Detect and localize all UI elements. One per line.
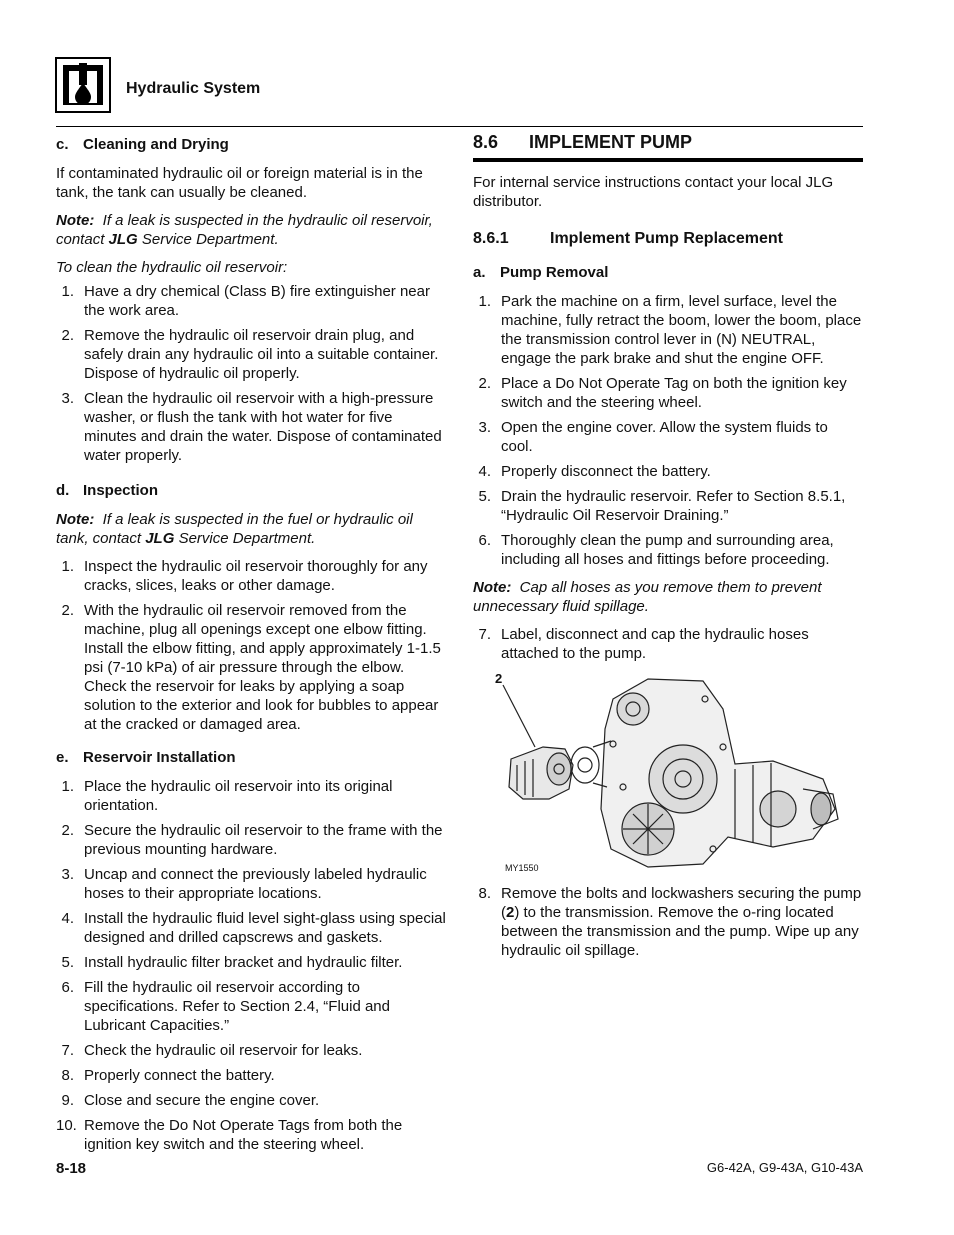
note-pump: Note: Cap all hoses as you remove them to prevent unnecessary fluid spillage.: [473, 579, 822, 615]
right-column: [473, 133, 863, 969]
list-item: 9. Close and secure the engine cover.: [61, 1092, 320, 1109]
pump-figure: [473, 669, 853, 874]
list-item: 2. Remove the hydraulic oil reservoir drain plug, and safely drain any hydraulic oil into a suitable container. Dispose of hydraulic oil properly.: [61, 327, 439, 382]
list-item: 2. Place a Do Not Operate Tag on both the ignition key switch and the steering wheel.: [478, 375, 847, 411]
list-item: 4. Install the hydraulic fluid level sight-glass using special designed and drilled capscrews and gaskets.: [61, 910, 446, 946]
list-item: 3. Uncap and connect the previously labeled hydraulic hoses to their appropriate locations.: [61, 866, 427, 902]
subsection-c-heading: c. Cleaning and Drying: [56, 136, 229, 153]
list-item: 1. Inspect the hydraulic oil reservoir thoroughly for any cracks, slices, leaks or other damage.: [61, 558, 428, 594]
pump-removal-step-7: [473, 625, 863, 663]
header-rule: [56, 126, 863, 127]
installation-steps: [56, 777, 448, 1154]
inspection-steps: [56, 557, 448, 734]
page-number: 8-18: [56, 1160, 87, 1177]
cleaning-steps: [56, 282, 448, 465]
list-item: 5. Install hydraulic filter bracket and hydraulic filter.: [61, 954, 403, 971]
model-numbers: G6-42A, G9-43A, G10-43A: [706, 1160, 863, 1175]
section-heading: 8.6 IMPLEMENT PUMP: [473, 133, 863, 162]
clean-lead: To clean the hydraulic oil reservoir:: [56, 259, 288, 276]
subsection-heading: 8.6.1 Implement Pump Replacement: [473, 230, 783, 247]
list-item: 2. Secure the hydraulic oil reservoir to the frame with the previous mounting hardware.: [61, 822, 443, 858]
list-item: 3. Open the engine cover. Allow the system fluids to cool.: [478, 419, 828, 455]
list-item: 6. Thoroughly clean the pump and surrounding area, including all hoses and fittings before proceeding.: [478, 532, 834, 568]
list-item: 7. Check the hydraulic oil reservoir for leaks.: [61, 1042, 363, 1059]
figure-callout: 2: [495, 671, 503, 686]
pump-removal-steps: [473, 292, 863, 569]
hydraulic-system-icon: [55, 57, 111, 113]
list-item: 6. Fill the hydraulic oil reservoir according to specifications. Refer to Section 2.4, “Fluid and Lubricant Capacities.”: [61, 979, 390, 1034]
list-item: 5. Drain the hydraulic reservoir. Refer to Section 8.5.1, “Hydraulic Oil Reservoir Draining.”: [478, 488, 846, 524]
list-item: 1. Park the machine on a firm, level surface, level the machine, fully retract the boom, lower the boom, place the transmission control lever in (N) NEUTRAL, engage the park brake and shut the engine OFF.: [478, 293, 862, 367]
pump-removal-step-8: [473, 884, 863, 960]
list-item: 8. Properly connect the battery.: [61, 1067, 275, 1084]
subsection-e-heading: e. Reservoir Installation: [56, 749, 236, 766]
transmission-pump-illustration: [473, 669, 853, 874]
list-item: 7. Label, disconnect and cap the hydraulic hoses attached to the pump.: [478, 626, 809, 662]
list-item: 3. Clean the hydraulic oil reservoir with a high-pressure washer, or flush the tank with hot water for five minutes and drain the water. Dispose of contaminated water properly.: [61, 390, 442, 464]
list-item: 1. Place the hydraulic oil reservoir into its original orientation.: [61, 778, 393, 814]
subsection-c-intro: If contaminated hydraulic oil or foreign material is in the tank, the tank can usually be cleaned.: [56, 165, 423, 201]
list-item: 2. With the hydraulic oil reservoir removed from the machine, plug all openings except one elbow fitting. Install the elbow fitting, and apply approximately 1-1.5 psi (7-10 kPa) of air pressure through the elbow. Check the reservoir for leaks by applying a soap solution to the exterior and look for bubbles to appear at the cracked or damaged area.: [61, 602, 441, 733]
list-item: 10. Remove the Do Not Operate Tags from both the ignition key switch and the steering wheel.: [56, 1117, 403, 1153]
list-item: 1. Have a dry chemical (Class B) fire extinguisher near the work area.: [61, 283, 430, 319]
note-d: Note: If a leak is suspected in the fuel or hydraulic oil tank, contact JLG Service Department.: [56, 511, 413, 547]
pump-removal-heading: a. Pump Removal: [473, 264, 609, 281]
left-column: [56, 135, 448, 1163]
section-intro: For internal service instructions contact your local JLG distributor.: [473, 174, 834, 210]
header-title: Hydraulic System: [126, 80, 261, 97]
figure-id: MY1550: [505, 863, 539, 873]
subsection-d-heading: d. Inspection: [56, 482, 159, 499]
note-c: Note: If a leak is suspected in the hydraulic oil reservoir, contact JLG Service Department.: [56, 212, 433, 248]
list-item: 8. Remove the bolts and lockwashers securing the pump (2) to the transmission. Remove the o-ring located between the transmission and the pump. Wipe up any hydraulic oil spillage.: [478, 885, 862, 959]
list-item: 4. Properly disconnect the battery.: [478, 463, 711, 480]
